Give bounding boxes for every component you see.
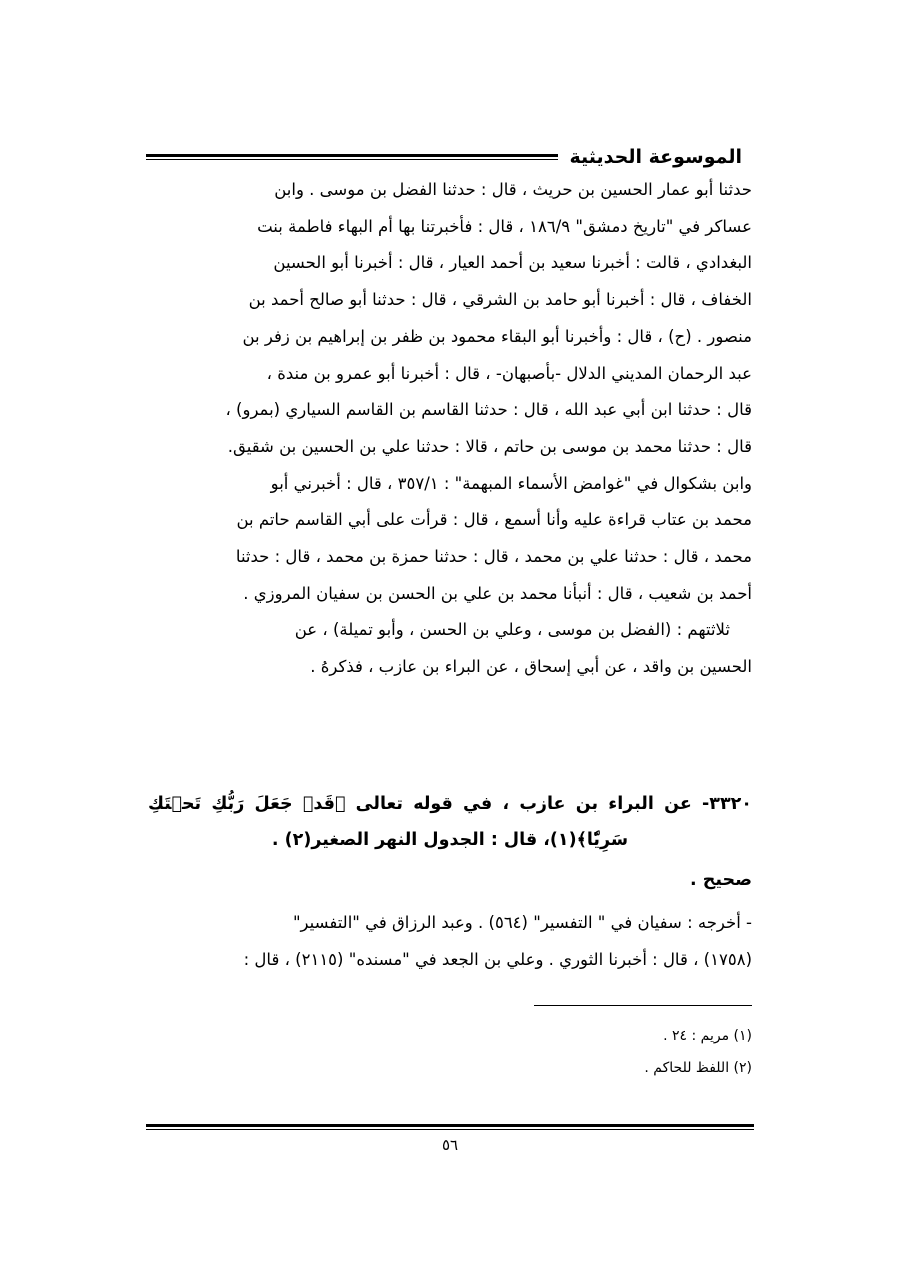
footer-rule	[146, 1124, 754, 1130]
body-line: قال : حدثنا ابن أبي عبد الله ، قال : حدثنا القاسم بن القاسم السياري (بمرو) ،	[225, 400, 752, 420]
body-text	[148, 172, 752, 686]
hadith-line-1: ٣٣٢٠- عن البراء بن عازب ، في قوله تعالى ﴿قَدۡ جَعَلَ رَبُّكِ تَحۡتَكِ	[148, 794, 752, 814]
body-line: عبد الرحمان المديني الدلال -بأصبهان- ، قال : أخبرنا أبو عمرو بن مندة ،	[266, 363, 752, 383]
body-line: عساكر في "تاريخ دمشق" ١٨٦/٩ ، قال : فأخبرتنا بها أم البهاء فاطمة بنت	[257, 216, 752, 236]
grading-verdict: صحيح .	[689, 870, 752, 890]
header-rule	[146, 154, 558, 160]
summary-line-2: الحسين بن واقد ، عن أبي إسحاق ، عن البراء بن عازب ، فذكرهُ .	[310, 657, 752, 677]
page-header	[146, 142, 754, 172]
body-line: البغدادي ، قالت : أخبرنا سعيد بن أحمد العيار ، قال : أخبرنا أبو الحسين	[273, 253, 752, 273]
footnote-1: (١) مريم : ٢٤ .	[663, 1028, 752, 1044]
body-line: حدثنا أبو عمار الحسين بن حريث ، قال : حدثنا الفضل بن موسى . وابن	[274, 180, 752, 199]
body-line: محمد بن عتاب قراءة عليه وأنا أسمع ، قال : قرأت على أبي القاسم حاتم بن	[236, 510, 752, 530]
takhrij-line-1: - أخرجه : سفيان في " التفسير" (٥٦٤) . وعبد الرزاق في "التفسير"	[292, 913, 752, 932]
body-line: الخفاف ، قال : أخبرنا أبو حامد بن الشرقي ، قال : حدثنا أبو صالح أحمد بن	[248, 290, 752, 310]
body-line: منصور . (ح) ، قال : وأخبرنا أبو البقاء محمود بن ظفر بن إبراهيم بن زفر بن	[242, 326, 752, 346]
running-title: الموسوعة الحديثية	[569, 146, 742, 168]
body-line: أحمد بن شعيب ، قال : أنبأنا محمد بن علي بن الحسن بن سفيان المروزي .	[243, 583, 752, 603]
hadith-heading	[148, 786, 752, 858]
body-line: قال : حدثنا محمد بن موسى بن حاتم ، قالا : حدثنا علي بن الحسين بن شقيق.	[227, 436, 752, 456]
takhrij-text	[148, 904, 752, 978]
summary-line-1: ثلاثتهم : (الفضل بن موسى ، وعلي بن الحسن ، وأبو تميلة) ، عن	[294, 620, 730, 640]
footnote-separator	[534, 1005, 752, 1006]
page-number: ٥٦	[441, 1136, 459, 1154]
body-line: وابن بشكوال في "غوامض الأسماء المبهمة" : ٣٥٧/١ ، قال : أخبرني أبو	[270, 473, 752, 493]
footnote-2: (٢) اللفظ للحاكم .	[644, 1060, 752, 1076]
footnotes	[148, 1020, 752, 1084]
body-line: محمد ، قال : حدثنا علي بن محمد ، قال : حدثنا حمزة بن محمد ، قال : حدثنا	[235, 547, 752, 567]
hadith-line-2: سَرِيّٗا﴾(١)، قال : الجدول النهر الصغير(٢) .	[271, 830, 629, 850]
takhrij-line-2: (١٧٥٨) ، قال : أخبرنا الثوري . وعلي بن الجعد في "مسنده" (٢١١٥) ، قال :	[243, 950, 752, 969]
